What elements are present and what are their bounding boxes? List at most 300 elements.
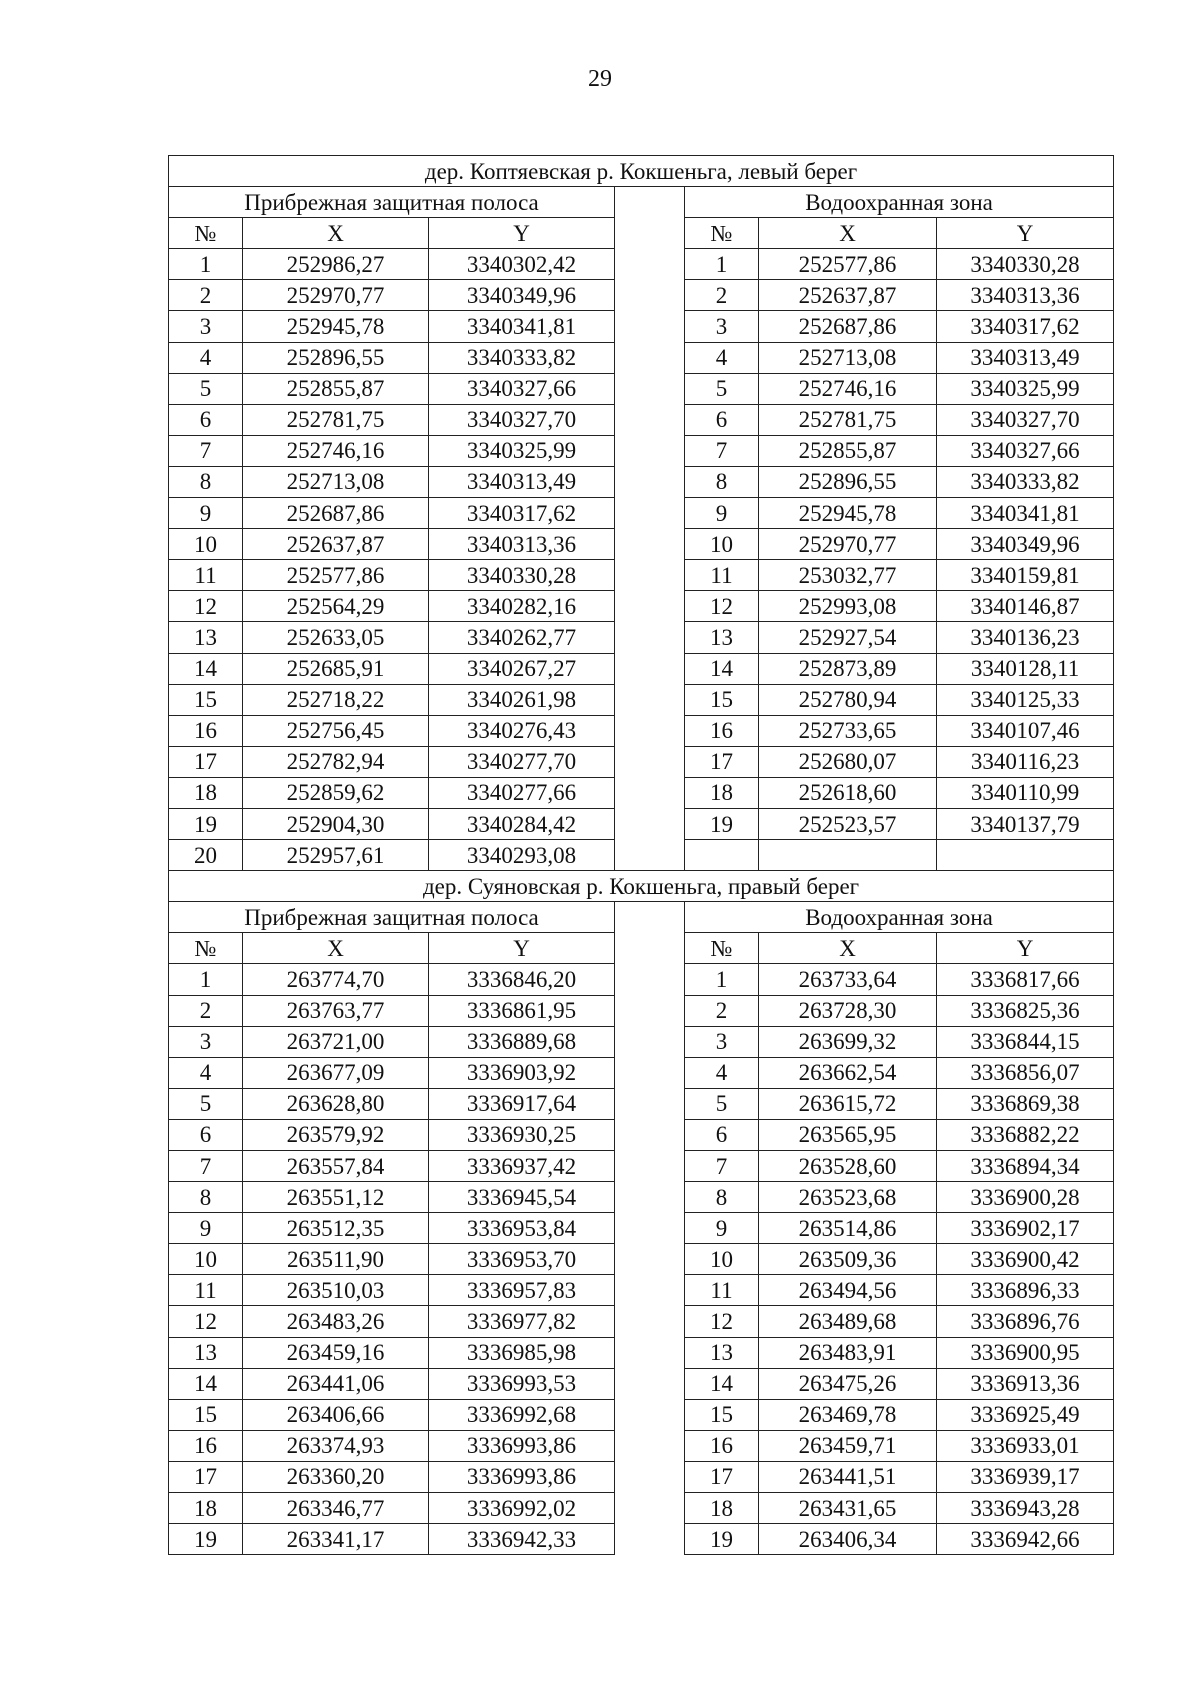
right-cell-x: 252781,75 (759, 404, 937, 435)
table-row (169, 995, 1114, 1026)
right-subsection-title: Водоохранная зона (685, 902, 1114, 933)
right-cell-y: 3336902,17 (937, 1213, 1114, 1244)
right-cell-y: 3336825,36 (937, 995, 1114, 1026)
column-gap (615, 560, 685, 591)
right-cell-y: 3340349,96 (937, 529, 1114, 560)
table-row (169, 964, 1114, 995)
right-cell-x: 263728,30 (759, 995, 937, 1026)
column-gap (615, 1151, 685, 1182)
right-cell-x: 252713,08 (759, 342, 937, 373)
column-gap (615, 280, 685, 311)
table-row (169, 498, 1114, 529)
right-cell-y: 3340146,87 (937, 591, 1114, 622)
right-cell-y: 3336856,07 (937, 1057, 1114, 1088)
right-cell-num: 13 (685, 1337, 759, 1368)
left-header-y: Y (429, 933, 615, 964)
left-cell-y: 3340284,42 (429, 808, 615, 839)
left-cell-y: 3336937,42 (429, 1151, 615, 1182)
table-row (169, 529, 1114, 560)
column-gap (615, 964, 685, 995)
right-cell-num: 10 (685, 529, 759, 560)
left-cell-y: 3336985,98 (429, 1337, 615, 1368)
table-row (169, 560, 1114, 591)
right-subsection-title: Водоохранная зона (685, 187, 1114, 218)
right-cell-x: 263615,72 (759, 1088, 937, 1119)
right-cell-x: 263565,95 (759, 1119, 937, 1150)
table-row (169, 1151, 1114, 1182)
table-row (169, 1337, 1114, 1368)
left-header-num: № (169, 933, 243, 964)
right-cell-num: 8 (685, 466, 759, 497)
column-gap (615, 653, 685, 684)
column-gap (615, 1088, 685, 1119)
right-cell-x: 263441,51 (759, 1461, 937, 1492)
left-cell-x: 252637,87 (243, 529, 429, 560)
left-cell-num: 9 (169, 498, 243, 529)
right-cell-num: 3 (685, 1026, 759, 1057)
table-row (169, 435, 1114, 466)
table-row (169, 777, 1114, 808)
left-cell-x: 263483,26 (243, 1306, 429, 1337)
left-cell-x: 263763,77 (243, 995, 429, 1026)
left-cell-y: 3340313,36 (429, 529, 615, 560)
left-cell-x: 263628,80 (243, 1088, 429, 1119)
right-cell-x: 263489,68 (759, 1306, 937, 1337)
left-cell-num: 7 (169, 435, 243, 466)
table-row (169, 1244, 1114, 1275)
right-cell-x: 252993,08 (759, 591, 937, 622)
table-row (169, 1306, 1114, 1337)
right-cell-y: 3340159,81 (937, 560, 1114, 591)
left-cell-x: 252970,77 (243, 280, 429, 311)
table-row (169, 840, 1114, 871)
right-cell-num: 11 (685, 1275, 759, 1306)
left-cell-y: 3336861,95 (429, 995, 615, 1026)
table-row (169, 1430, 1114, 1461)
right-cell-y: 3340125,33 (937, 684, 1114, 715)
column-gap (615, 435, 685, 466)
table-row (169, 280, 1114, 311)
left-cell-x: 263441,06 (243, 1368, 429, 1399)
left-cell-num: 18 (169, 1493, 243, 1524)
right-cell-num: 12 (685, 1306, 759, 1337)
right-cell-y: 3340110,99 (937, 777, 1114, 808)
right-cell-num: 17 (685, 1461, 759, 1492)
table-row (169, 1119, 1114, 1150)
right-cell-x: 252873,89 (759, 653, 937, 684)
right-cell-y: 3340333,82 (937, 466, 1114, 497)
table-row (169, 1524, 1114, 1555)
left-cell-y: 3340333,82 (429, 342, 615, 373)
right-cell-y: 3340116,23 (937, 746, 1114, 777)
left-cell-y: 3336992,02 (429, 1493, 615, 1524)
right-cell-y: 3336894,34 (937, 1151, 1114, 1182)
right-cell-num (685, 840, 759, 871)
left-cell-y: 3340313,49 (429, 466, 615, 497)
right-cell-y: 3336844,15 (937, 1026, 1114, 1057)
right-cell-num: 4 (685, 342, 759, 373)
left-cell-num: 16 (169, 715, 243, 746)
left-cell-y: 3340267,27 (429, 653, 615, 684)
column-gap (615, 1182, 685, 1213)
right-cell-x: 252523,57 (759, 808, 937, 839)
right-cell-y: 3340327,66 (937, 435, 1114, 466)
left-cell-num: 15 (169, 684, 243, 715)
right-cell-y: 3340136,23 (937, 622, 1114, 653)
section-title-row (169, 156, 1114, 187)
left-cell-num: 16 (169, 1430, 243, 1461)
right-header-num: № (685, 933, 759, 964)
left-cell-num: 10 (169, 529, 243, 560)
left-cell-y: 3336957,83 (429, 1275, 615, 1306)
right-cell-y: 3336882,22 (937, 1119, 1114, 1150)
table-row (169, 1026, 1114, 1057)
left-cell-x: 252986,27 (243, 249, 429, 280)
right-cell-y: 3340325,99 (937, 373, 1114, 404)
column-gap (615, 466, 685, 497)
column-gap (615, 715, 685, 746)
left-cell-x: 252896,55 (243, 342, 429, 373)
right-cell-y: 3340317,62 (937, 311, 1114, 342)
right-cell-num: 16 (685, 715, 759, 746)
left-cell-y: 3340325,99 (429, 435, 615, 466)
left-cell-num: 5 (169, 1088, 243, 1119)
right-cell-x: 263406,34 (759, 1524, 937, 1555)
left-cell-x: 252718,22 (243, 684, 429, 715)
table-row (169, 1493, 1114, 1524)
left-cell-x: 252756,45 (243, 715, 429, 746)
coordinates-table (168, 155, 1114, 1555)
column-gap (615, 808, 685, 839)
right-cell-y: 3340341,81 (937, 498, 1114, 529)
left-cell-num: 17 (169, 746, 243, 777)
left-cell-x: 263374,93 (243, 1430, 429, 1461)
right-cell-x: 252780,94 (759, 684, 937, 715)
column-gap (615, 684, 685, 715)
table-row (169, 1461, 1114, 1492)
right-cell-y: 3340330,28 (937, 249, 1114, 280)
left-cell-y: 3336953,84 (429, 1213, 615, 1244)
left-cell-x: 263512,35 (243, 1213, 429, 1244)
left-cell-num: 12 (169, 1306, 243, 1337)
column-gap (615, 1213, 685, 1244)
right-cell-x: 263459,71 (759, 1430, 937, 1461)
column-gap (615, 529, 685, 560)
left-cell-num: 6 (169, 1119, 243, 1150)
left-cell-num: 6 (169, 404, 243, 435)
column-gap (615, 995, 685, 1026)
right-header-y: Y (937, 933, 1114, 964)
left-cell-num: 8 (169, 1182, 243, 1213)
left-cell-y: 3340302,42 (429, 249, 615, 280)
left-cell-num: 8 (169, 466, 243, 497)
right-cell-num: 4 (685, 1057, 759, 1088)
column-gap (615, 1430, 685, 1461)
right-cell-y: 3340137,79 (937, 808, 1114, 839)
table-row (169, 373, 1114, 404)
right-cell-x: 263475,26 (759, 1368, 937, 1399)
left-cell-x: 263579,92 (243, 1119, 429, 1150)
table-row (169, 311, 1114, 342)
left-cell-num: 1 (169, 249, 243, 280)
column-gap (615, 187, 685, 218)
right-cell-y: 3336896,76 (937, 1306, 1114, 1337)
left-cell-x: 263511,90 (243, 1244, 429, 1275)
table-row (169, 404, 1114, 435)
column-gap (615, 1244, 685, 1275)
right-cell-num: 10 (685, 1244, 759, 1275)
right-cell-y: 3336942,66 (937, 1524, 1114, 1555)
table-row (169, 1088, 1114, 1119)
left-cell-num: 17 (169, 1461, 243, 1492)
right-cell-y: 3340107,46 (937, 715, 1114, 746)
right-cell-num: 1 (685, 964, 759, 995)
left-cell-x: 252781,75 (243, 404, 429, 435)
right-cell-x: 252618,60 (759, 777, 937, 808)
right-cell-y: 3336913,36 (937, 1368, 1114, 1399)
right-cell-x: 252970,77 (759, 529, 937, 560)
right-cell-x: 252687,86 (759, 311, 937, 342)
right-cell-x: 263514,86 (759, 1213, 937, 1244)
left-cell-num: 2 (169, 280, 243, 311)
left-cell-y: 3336917,64 (429, 1088, 615, 1119)
left-cell-y: 3336945,54 (429, 1182, 615, 1213)
table-row (169, 684, 1114, 715)
section-title: дер. Суяновская р. Кокшеньга, правый берег (169, 871, 1114, 902)
right-cell-num: 5 (685, 373, 759, 404)
right-cell-x: 252733,65 (759, 715, 937, 746)
right-cell-num: 2 (685, 280, 759, 311)
left-cell-num: 3 (169, 311, 243, 342)
right-cell-x: 252855,87 (759, 435, 937, 466)
right-cell-x: 252896,55 (759, 466, 937, 497)
left-cell-y: 3336846,20 (429, 964, 615, 995)
right-cell-num: 1 (685, 249, 759, 280)
left-cell-x: 252945,78 (243, 311, 429, 342)
left-cell-num: 7 (169, 1151, 243, 1182)
right-cell-num: 15 (685, 684, 759, 715)
left-cell-num: 19 (169, 808, 243, 839)
left-cell-y: 3336993,86 (429, 1461, 615, 1492)
left-cell-x: 252746,16 (243, 435, 429, 466)
column-gap (615, 902, 685, 933)
left-cell-y: 3336903,92 (429, 1057, 615, 1088)
left-cell-x: 263459,16 (243, 1337, 429, 1368)
left-cell-x: 263346,77 (243, 1493, 429, 1524)
right-cell-x: 263523,68 (759, 1182, 937, 1213)
right-cell-num: 14 (685, 653, 759, 684)
right-cell-y: 3340327,70 (937, 404, 1114, 435)
left-cell-x: 263510,03 (243, 1275, 429, 1306)
right-cell-num: 7 (685, 435, 759, 466)
column-gap (615, 1306, 685, 1337)
left-cell-num: 11 (169, 1275, 243, 1306)
column-gap (615, 404, 685, 435)
column-gap (615, 373, 685, 404)
left-cell-y: 3340277,66 (429, 777, 615, 808)
left-header-y: Y (429, 218, 615, 249)
right-cell-num: 11 (685, 560, 759, 591)
column-gap (615, 342, 685, 373)
left-cell-num: 3 (169, 1026, 243, 1057)
left-cell-x: 252855,87 (243, 373, 429, 404)
column-gap (615, 1275, 685, 1306)
column-gap (615, 498, 685, 529)
left-cell-num: 1 (169, 964, 243, 995)
left-cell-y: 3340293,08 (429, 840, 615, 871)
right-cell-y: 3336817,66 (937, 964, 1114, 995)
subsection-title-row (169, 187, 1114, 218)
left-cell-x: 252687,86 (243, 498, 429, 529)
right-cell-num: 13 (685, 622, 759, 653)
left-cell-y: 3336993,86 (429, 1430, 615, 1461)
right-cell-num: 6 (685, 404, 759, 435)
table-row (169, 746, 1114, 777)
column-gap (615, 1119, 685, 1150)
right-cell-num: 14 (685, 1368, 759, 1399)
right-cell-y: 3340313,36 (937, 280, 1114, 311)
left-cell-x: 252685,91 (243, 653, 429, 684)
table-row (169, 715, 1114, 746)
left-cell-num: 10 (169, 1244, 243, 1275)
left-cell-num: 20 (169, 840, 243, 871)
right-cell-y: 3336900,95 (937, 1337, 1114, 1368)
table-row (169, 1182, 1114, 1213)
column-gap (615, 777, 685, 808)
right-cell-y: 3336900,42 (937, 1244, 1114, 1275)
column-gap (615, 1368, 685, 1399)
right-cell-y: 3340128,11 (937, 653, 1114, 684)
right-cell-x: 252577,86 (759, 249, 937, 280)
left-header-x: X (243, 933, 429, 964)
left-cell-x: 252633,05 (243, 622, 429, 653)
column-header-row (169, 218, 1114, 249)
left-cell-y: 3336977,82 (429, 1306, 615, 1337)
right-cell-x: 253032,77 (759, 560, 937, 591)
right-cell-x: 252637,87 (759, 280, 937, 311)
right-cell-x: 263483,91 (759, 1337, 937, 1368)
column-gap (615, 746, 685, 777)
left-cell-y: 3340341,81 (429, 311, 615, 342)
right-cell-y: 3336939,17 (937, 1461, 1114, 1492)
right-cell-x: 252927,54 (759, 622, 937, 653)
table-row (169, 653, 1114, 684)
left-cell-y: 3336930,25 (429, 1119, 615, 1150)
right-cell-num: 7 (685, 1151, 759, 1182)
left-cell-x: 252713,08 (243, 466, 429, 497)
right-cell-num: 6 (685, 1119, 759, 1150)
right-cell-num: 3 (685, 311, 759, 342)
right-cell-num: 19 (685, 1524, 759, 1555)
right-header-y: Y (937, 218, 1114, 249)
right-cell-num: 17 (685, 746, 759, 777)
left-cell-y: 3336953,70 (429, 1244, 615, 1275)
table-row (169, 808, 1114, 839)
left-cell-num: 4 (169, 342, 243, 373)
table-row (169, 342, 1114, 373)
right-cell-y (937, 840, 1114, 871)
left-cell-num: 14 (169, 653, 243, 684)
left-cell-num: 13 (169, 1337, 243, 1368)
right-cell-y: 3336869,38 (937, 1088, 1114, 1119)
right-cell-x: 252945,78 (759, 498, 937, 529)
left-cell-y: 3336992,68 (429, 1399, 615, 1430)
left-cell-y: 3340327,66 (429, 373, 615, 404)
column-gap (615, 1524, 685, 1555)
left-cell-num: 18 (169, 777, 243, 808)
right-cell-y: 3336900,28 (937, 1182, 1114, 1213)
left-cell-num: 19 (169, 1524, 243, 1555)
column-gap (615, 1057, 685, 1088)
right-header-num: № (685, 218, 759, 249)
left-cell-y: 3340330,28 (429, 560, 615, 591)
right-cell-x: 263494,56 (759, 1275, 937, 1306)
left-cell-x: 252577,86 (243, 560, 429, 591)
left-header-num: № (169, 218, 243, 249)
left-cell-num: 5 (169, 373, 243, 404)
left-cell-y: 3340282,16 (429, 591, 615, 622)
table-row (169, 591, 1114, 622)
left-cell-num: 9 (169, 1213, 243, 1244)
left-cell-num: 4 (169, 1057, 243, 1088)
right-cell-y: 3336896,33 (937, 1275, 1114, 1306)
table-row (169, 249, 1114, 280)
table-row (169, 1399, 1114, 1430)
table-row (169, 466, 1114, 497)
column-gap (615, 840, 685, 871)
left-subsection-title: Прибрежная защитная полоса (169, 187, 615, 218)
right-cell-num: 15 (685, 1399, 759, 1430)
left-subsection-title: Прибрежная защитная полоса (169, 902, 615, 933)
right-cell-num: 5 (685, 1088, 759, 1119)
column-header-row (169, 933, 1114, 964)
left-cell-x: 263721,00 (243, 1026, 429, 1057)
left-cell-x: 252564,29 (243, 591, 429, 622)
right-cell-num: 8 (685, 1182, 759, 1213)
left-cell-y: 3340349,96 (429, 280, 615, 311)
column-gap (615, 1337, 685, 1368)
table-row (169, 1057, 1114, 1088)
left-cell-y: 3340261,98 (429, 684, 615, 715)
section-title-row (169, 871, 1114, 902)
right-cell-x: 252746,16 (759, 373, 937, 404)
column-gap (615, 1026, 685, 1057)
column-gap (615, 933, 685, 964)
table-row (169, 1368, 1114, 1399)
column-gap (615, 1493, 685, 1524)
right-cell-x: 263509,36 (759, 1244, 937, 1275)
column-gap (615, 1399, 685, 1430)
left-cell-num: 15 (169, 1399, 243, 1430)
right-cell-num: 19 (685, 808, 759, 839)
right-cell-num: 18 (685, 1493, 759, 1524)
left-cell-y: 3340276,43 (429, 715, 615, 746)
left-cell-num: 11 (169, 560, 243, 591)
table-row (169, 622, 1114, 653)
right-cell-x: 263733,64 (759, 964, 937, 995)
right-header-x: X (759, 218, 937, 249)
left-cell-x: 263360,20 (243, 1461, 429, 1492)
right-cell-num: 16 (685, 1430, 759, 1461)
right-cell-x: 263662,54 (759, 1057, 937, 1088)
right-cell-x: 263699,32 (759, 1026, 937, 1057)
section-title: дер. Коптяевская р. Кокшеньга, левый берег (169, 156, 1114, 187)
right-cell-y: 3336933,01 (937, 1430, 1114, 1461)
right-cell-x: 263528,60 (759, 1151, 937, 1182)
left-cell-x: 263677,09 (243, 1057, 429, 1088)
right-cell-x (759, 840, 937, 871)
left-cell-num: 2 (169, 995, 243, 1026)
